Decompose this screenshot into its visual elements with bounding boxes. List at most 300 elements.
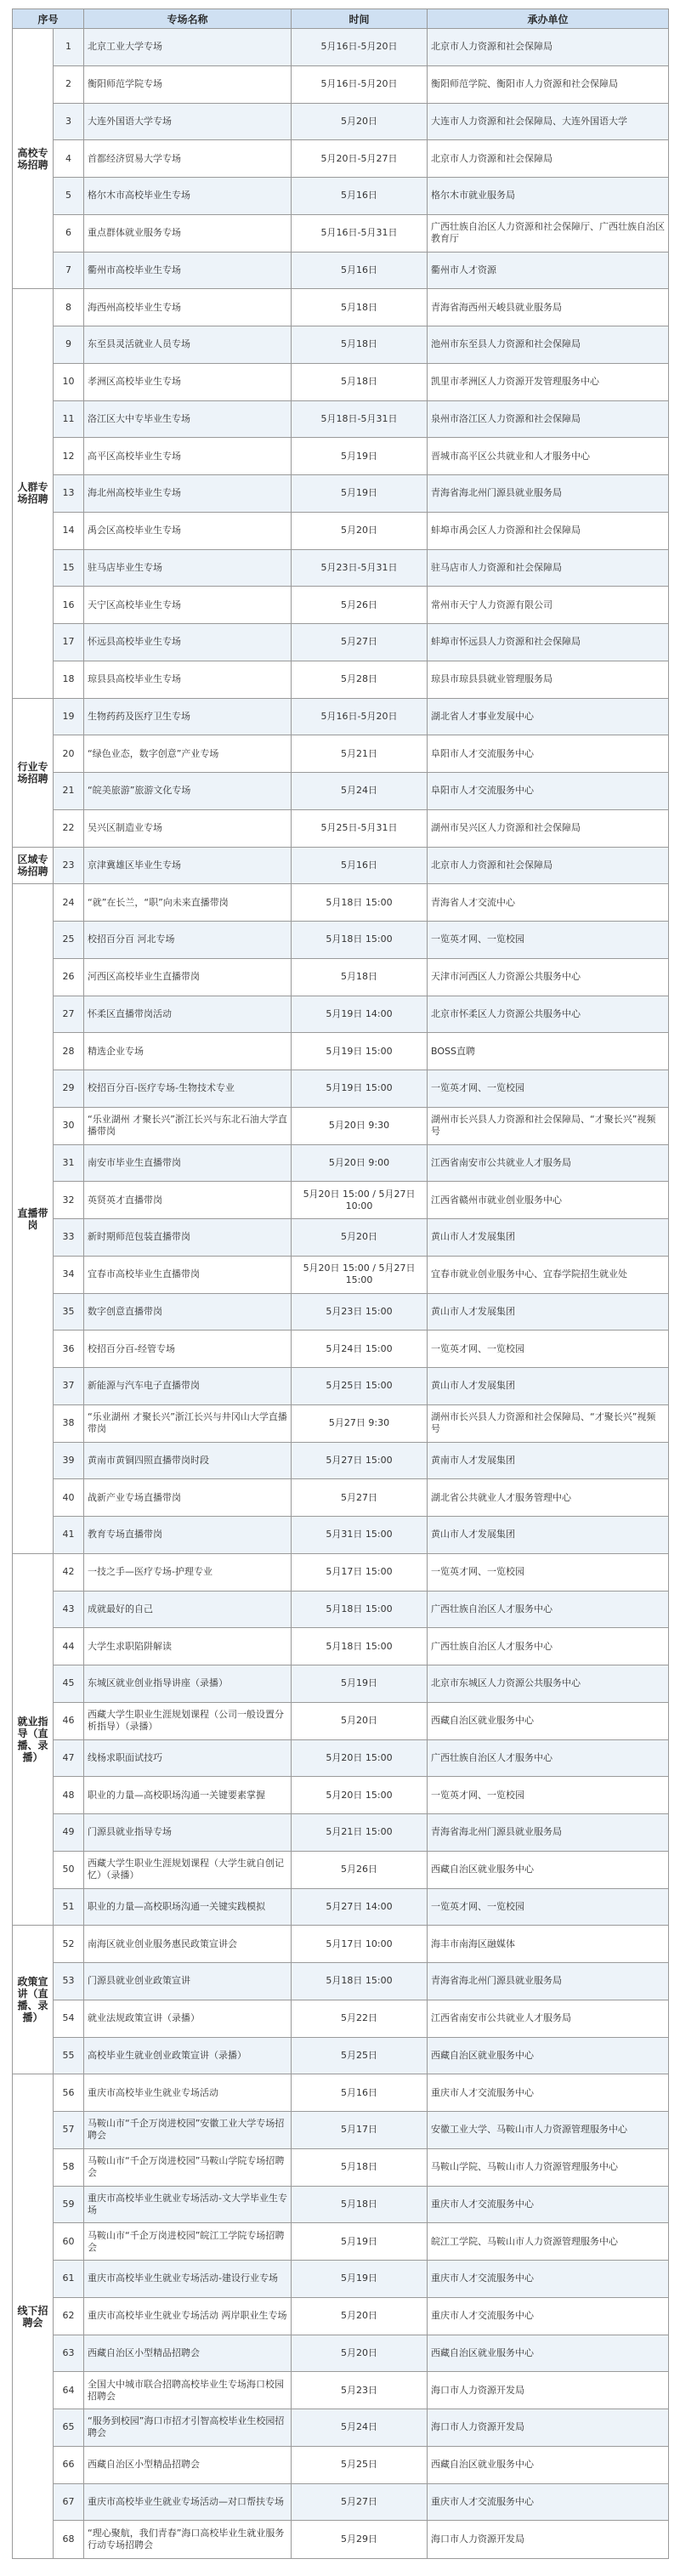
organizer: 西藏自治区就业服务中心 — [428, 1851, 669, 1888]
event-time: 5月29日 — [292, 2521, 428, 2559]
organizer: 青海省海北州门源县就业服务局 — [428, 1963, 669, 2000]
organizer: 黄山市人才发展集团 — [428, 1517, 669, 1554]
table-row — [13, 549, 669, 587]
table-row — [13, 809, 669, 847]
event-time: 5月25日 — [292, 2037, 428, 2074]
table-row — [13, 1033, 669, 1070]
event-name: 教育专场直播带岗 — [84, 1517, 292, 1554]
row-number: 43 — [54, 1591, 84, 1628]
event-name: 重庆市高校毕业生就业专场活动-建设行业专场 — [84, 2261, 292, 2298]
table-row — [13, 1777, 669, 1814]
event-name: 洛江区大中专毕业生专场 — [84, 400, 292, 438]
organizer: 北京市人力资源和社会保障局 — [428, 140, 669, 178]
organizer: 驻马店市人力资源和社会保障局 — [428, 549, 669, 587]
table-row — [13, 1888, 669, 1926]
table-row — [13, 2037, 669, 2074]
row-number: 57 — [54, 2112, 84, 2149]
organizer: 青海省海西州天峻县就业服务局 — [428, 289, 669, 326]
row-number: 37 — [54, 1368, 84, 1405]
table-row — [13, 2074, 669, 2112]
table-row — [13, 1517, 669, 1554]
organizer: 北京市人力资源和社会保障局 — [428, 29, 669, 66]
event-time: 5月17日 — [292, 2112, 428, 2149]
organizer: 重庆市人才交流服务中心 — [428, 2261, 669, 2298]
table-row — [13, 1851, 669, 1888]
event-name: 大连外国语大学专场 — [84, 103, 292, 140]
table-row — [13, 1665, 669, 1703]
event-name: 全国大中城市联合招聘高校毕业生专场海口校园招聘会 — [84, 2372, 292, 2409]
table-row — [13, 2297, 669, 2335]
organizer: 广西壮族自治区人才服务中心 — [428, 1591, 669, 1628]
organizer: 江西省南安市公共就业人才服务局 — [428, 1144, 669, 1182]
table-row — [13, 1368, 669, 1405]
row-number: 3 — [54, 103, 84, 140]
event-time: 5月18日 — [292, 2148, 428, 2186]
event-name: 怀柔区直播带岗活动 — [84, 996, 292, 1033]
event-time: 5月17日 15:00 — [292, 1553, 428, 1591]
header-organizer: 承办单位 — [428, 9, 669, 29]
event-time: 5月25日 15:00 — [292, 1368, 428, 1405]
table-row — [13, 252, 669, 289]
row-number: 6 — [54, 214, 84, 252]
table-row — [13, 1963, 669, 2000]
event-time: 5月16日 — [292, 847, 428, 884]
event-name: “皖美旅游”旅游文化专场 — [84, 773, 292, 810]
event-time: 5月19日 — [292, 475, 428, 513]
organizer: 格尔木市就业服务局 — [428, 178, 669, 215]
organizer: 西藏自治区就业服务中心 — [428, 1702, 669, 1739]
event-name: 衢州市高校毕业生专场 — [84, 252, 292, 289]
table-row — [13, 1182, 669, 1219]
event-time: 5月16日-5月20日 — [292, 698, 428, 735]
event-time: 5月26日 — [292, 587, 428, 624]
category-cell: 行业专场招聘 — [13, 698, 54, 847]
row-number: 34 — [54, 1256, 84, 1293]
organizer: 重庆市人才交流服务中心 — [428, 2074, 669, 2112]
organizer: 衢州市人才资源 — [428, 252, 669, 289]
row-number: 56 — [54, 2074, 84, 2112]
row-number: 31 — [54, 1144, 84, 1182]
header-time: 时间 — [292, 9, 428, 29]
organizer: 一览英才网、一览校园 — [428, 1070, 669, 1108]
row-number: 35 — [54, 1293, 84, 1331]
table-row — [13, 1107, 669, 1144]
row-number: 59 — [54, 2186, 84, 2223]
row-number: 65 — [54, 2409, 84, 2447]
row-number: 53 — [54, 1963, 84, 2000]
event-time: 5月20日 — [292, 2297, 428, 2335]
row-number: 55 — [54, 2037, 84, 2074]
table-row — [13, 2112, 669, 2149]
event-name: 天宁区高校毕业生专场 — [84, 587, 292, 624]
event-name: 孝洲区高校毕业生专场 — [84, 363, 292, 400]
event-time: 5月20日 15:00 — [292, 1739, 428, 1777]
row-number: 64 — [54, 2372, 84, 2409]
event-time: 5月31日 15:00 — [292, 1517, 428, 1554]
organizer: 北京市人力资源和社会保障局 — [428, 847, 669, 884]
event-time: 5月16日 — [292, 2074, 428, 2112]
schedule-table — [12, 9, 669, 2559]
row-number: 60 — [54, 2223, 84, 2261]
row-number: 45 — [54, 1665, 84, 1703]
event-time: 5月18日 15:00 — [292, 1963, 428, 2000]
event-name: 海北州高校毕业生专场 — [84, 475, 292, 513]
event-time: 5月20日 9:30 — [292, 1107, 428, 1144]
table-row — [13, 958, 669, 996]
event-time: 5月26日 — [292, 1851, 428, 1888]
event-name: 高平区高校毕业生专场 — [84, 438, 292, 475]
table-row — [13, 1591, 669, 1628]
row-number: 13 — [54, 475, 84, 513]
row-number: 62 — [54, 2297, 84, 2335]
organizer: 青海省人才交流中心 — [428, 884, 669, 922]
table-row — [13, 624, 669, 661]
event-time: 5月27日 — [292, 624, 428, 661]
row-number: 2 — [54, 65, 84, 103]
event-name: 校招百分百-经管专场 — [84, 1331, 292, 1368]
event-time: 5月18日 — [292, 289, 428, 326]
organizer: 泉州市洛江区人力资源和社会保障局 — [428, 400, 669, 438]
table-row — [13, 922, 669, 959]
row-number: 14 — [54, 512, 84, 549]
event-time: 5月25日-5月31日 — [292, 809, 428, 847]
table-row — [13, 512, 669, 549]
event-time: 5月24日 — [292, 2409, 428, 2447]
table-row — [13, 438, 669, 475]
event-time: 5月20日 15:00 — [292, 1777, 428, 1814]
event-time: 5月16日-5月31日 — [292, 214, 428, 252]
row-number: 18 — [54, 661, 84, 698]
event-name: 南安市毕业生直播带岗 — [84, 1144, 292, 1182]
event-name: 高校毕业生就业创业政策宣讲（录播） — [84, 2037, 292, 2074]
row-number: 15 — [54, 549, 84, 587]
event-time: 5月18日 15:00 — [292, 1591, 428, 1628]
organizer: 江西省南安市公共就业人才服务局 — [428, 2000, 669, 2037]
table-row — [13, 1293, 669, 1331]
event-name: 马鞍山市“千企万岗进校园”皖江工学院专场招聘会 — [84, 2223, 292, 2261]
event-name: 新能源与汽车电子直播带岗 — [84, 1368, 292, 1405]
table-row — [13, 1628, 669, 1665]
table-row — [13, 661, 669, 698]
event-name: 精选企业专场 — [84, 1033, 292, 1070]
organizer: 重庆市人才交流服务中心 — [428, 2483, 669, 2521]
organizer: 湖北省公共就业人才服务管理中心 — [428, 1479, 669, 1517]
organizer: 青海省海北州门源县就业服务局 — [428, 475, 669, 513]
row-number: 12 — [54, 438, 84, 475]
event-name: “乐业湖州 才聚长兴”浙江长兴与东北石油大学直播带岗 — [84, 1107, 292, 1144]
organizer: 江西省赣州市就业创业服务中心 — [428, 1182, 669, 1219]
event-name: 门源县就业创业政策宣讲 — [84, 1963, 292, 2000]
event-time: 5月24日 — [292, 773, 428, 810]
event-name: 一技之手—医疗专场-护理专业 — [84, 1553, 292, 1591]
event-name: “绿色业态，数字创意”产业专场 — [84, 735, 292, 773]
row-number: 58 — [54, 2148, 84, 2186]
row-number: 63 — [54, 2335, 84, 2372]
row-number: 40 — [54, 1479, 84, 1517]
event-name: 职业的力量—高校职场沟通一关键实践模拟 — [84, 1888, 292, 1926]
row-number: 50 — [54, 1851, 84, 1888]
row-number: 54 — [54, 2000, 84, 2037]
table-row — [13, 1553, 669, 1591]
event-name: 重点群体就业服务专场 — [84, 214, 292, 252]
organizer: 海丰市南海区融媒体 — [428, 1926, 669, 1963]
event-time: 5月24日 15:00 — [292, 1331, 428, 1368]
row-number: 24 — [54, 884, 84, 922]
event-time: 5月19日 — [292, 2261, 428, 2298]
table-row — [13, 698, 669, 735]
header-number: 序号 — [13, 9, 84, 29]
event-name: 驻马店毕业生专场 — [84, 549, 292, 587]
event-name: “就”在长兰，“职”向未来直播带岗 — [84, 884, 292, 922]
row-number: 51 — [54, 1888, 84, 1926]
event-name: 重庆市高校毕业生就业专场活动 两岸职业生专场 — [84, 2297, 292, 2335]
organizer: 海口市人力资源开发局 — [428, 2409, 669, 2447]
row-number: 19 — [54, 698, 84, 735]
table-row — [13, 289, 669, 326]
row-number: 23 — [54, 847, 84, 884]
event-name: “服务到校园”海口市招才引智高校毕业生校园招聘会 — [84, 2409, 292, 2447]
event-time: 5月28日 — [292, 661, 428, 698]
event-time: 5月19日 15:00 — [292, 1070, 428, 1108]
event-name: 线杨求职面试技巧 — [84, 1739, 292, 1777]
organizer: 一览英才网、一览校园 — [428, 1553, 669, 1591]
table-row — [13, 2483, 669, 2521]
event-name: 西藏大学生职业生涯规划课程（大学生就自创记忆）（录播） — [84, 1851, 292, 1888]
row-number: 20 — [54, 735, 84, 773]
event-name: 衡阳师范学院专场 — [84, 65, 292, 103]
event-name: 校招百分百 河北专场 — [84, 922, 292, 959]
event-time: 5月23日 15:00 — [292, 1293, 428, 1331]
event-time: 5月20日 — [292, 1219, 428, 1257]
row-number: 67 — [54, 2483, 84, 2521]
event-time: 5月18日 — [292, 363, 428, 400]
row-number: 52 — [54, 1926, 84, 1963]
organizer: 阜阳市人才交流服务中心 — [428, 773, 669, 810]
table-row — [13, 1070, 669, 1108]
event-time: 5月18日 — [292, 2186, 428, 2223]
event-time: 5月19日 14:00 — [292, 996, 428, 1033]
organizer: 西藏自治区就业服务中心 — [428, 2446, 669, 2483]
organizer: 湖州市长兴县人力资源和社会保障局、“才聚长兴”视频号 — [428, 1404, 669, 1442]
event-name: 东城区就业创业指导讲座（录播） — [84, 1665, 292, 1703]
table-row — [13, 2409, 669, 2447]
table-row — [13, 2372, 669, 2409]
event-name: 重庆市高校毕业生就业专场活动 — [84, 2074, 292, 2112]
organizer: 广西壮族自治区人才服务中心 — [428, 1739, 669, 1777]
event-time: 5月18日 15:00 — [292, 1628, 428, 1665]
table-row — [13, 1219, 669, 1257]
table-row — [13, 29, 669, 66]
organizer: 蚌埠市禹会区人力资源和社会保障局 — [428, 512, 669, 549]
organizer: 湖州市长兴县人力资源和社会保障局、“才聚长兴”视频号 — [428, 1107, 669, 1144]
event-time: 5月20日 — [292, 103, 428, 140]
schedule-table-wrapper — [12, 9, 668, 2559]
row-number: 36 — [54, 1331, 84, 1368]
row-number: 42 — [54, 1553, 84, 1591]
table-row — [13, 773, 669, 810]
table-row — [13, 65, 669, 103]
organizer: 黄南市人才发展集团 — [428, 1442, 669, 1479]
event-time: 5月18日 15:00 — [292, 884, 428, 922]
table-row — [13, 1442, 669, 1479]
category-cell: 高校专场招聘 — [13, 29, 54, 289]
category-cell: 区域专场招聘 — [13, 847, 54, 884]
row-number: 44 — [54, 1628, 84, 1665]
row-number: 25 — [54, 922, 84, 959]
organizer: 一览英才网、一览校园 — [428, 1888, 669, 1926]
table-row — [13, 178, 669, 215]
event-time: 5月19日 — [292, 2223, 428, 2261]
event-time: 5月20日-5月27日 — [292, 140, 428, 178]
row-number: 61 — [54, 2261, 84, 2298]
table-row — [13, 400, 669, 438]
table-row — [13, 2521, 669, 2559]
event-name: 海西州高校毕业生专场 — [84, 289, 292, 326]
table-row — [13, 363, 669, 400]
table-row — [13, 1702, 669, 1739]
row-number: 7 — [54, 252, 84, 289]
event-name: 职业的力量—高校职场沟通一关键要素掌握 — [84, 1777, 292, 1814]
table-row — [13, 996, 669, 1033]
organizer: 池州市东至县人力资源和社会保障局 — [428, 326, 669, 364]
organizer: 西藏自治区就业服务中心 — [428, 2335, 669, 2372]
organizer: 北京市东城区人力资源公共服务中心 — [428, 1665, 669, 1703]
organizer: 海口市人力资源开发局 — [428, 2521, 669, 2559]
organizer: 一览英才网、一览校园 — [428, 1777, 669, 1814]
event-name: 马鞍山市“千企万岗进校园”马鞍山学院专场招聘会 — [84, 2148, 292, 2186]
event-name: 禹会区高校毕业生专场 — [84, 512, 292, 549]
organizer: 一览英才网、一览校园 — [428, 922, 669, 959]
organizer: 重庆市人才交流服务中心 — [428, 2297, 669, 2335]
row-number: 39 — [54, 1442, 84, 1479]
event-time: 5月17日 10:00 — [292, 1926, 428, 1963]
row-number: 10 — [54, 363, 84, 400]
event-time: 5月20日 — [292, 2335, 428, 2372]
event-time: 5月19日 15:00 — [292, 1033, 428, 1070]
organizer: 湖州市吴兴区人力资源和社会保障局 — [428, 809, 669, 847]
category-cell: 政策宣讲（直播、录播） — [13, 1926, 54, 2074]
event-time: 5月16日-5月20日 — [292, 65, 428, 103]
event-name: 东至县灵活就业人员专场 — [84, 326, 292, 364]
organizer: 湖北省人才事业发展中心 — [428, 698, 669, 735]
event-name: 西藏自治区小型精品招聘会 — [84, 2446, 292, 2483]
row-number: 5 — [54, 178, 84, 215]
event-name: 成就最好的自己 — [84, 1591, 292, 1628]
table-row — [13, 735, 669, 773]
event-name: 数字创意直播带岗 — [84, 1293, 292, 1331]
event-time: 5月16日 — [292, 178, 428, 215]
event-name: 英贤英才直播带岗 — [84, 1182, 292, 1219]
row-number: 68 — [54, 2521, 84, 2559]
event-name: 新时期师范包装直播带岗 — [84, 1219, 292, 1257]
organizer: 阜阳市人才交流服务中心 — [428, 735, 669, 773]
event-time: 5月16日-5月20日 — [292, 29, 428, 66]
event-time: 5月22日 — [292, 2000, 428, 2037]
category-cell: 直播带岗 — [13, 884, 54, 1554]
category-cell: 线下招聘会 — [13, 2074, 54, 2559]
event-name: 黄南市黄铜四照直播带岗时段 — [84, 1442, 292, 1479]
organizer: 蚌埠市怀远县人力资源和社会保障局 — [428, 624, 669, 661]
table-row — [13, 1814, 669, 1852]
organizer: 广西壮族自治区人才服务中心 — [428, 1628, 669, 1665]
row-number: 28 — [54, 1033, 84, 1070]
table-row — [13, 2186, 669, 2223]
row-number: 32 — [54, 1182, 84, 1219]
organizer: 广西壮族自治区人力资源和社会保障厅、广西壮族自治区教育厅 — [428, 214, 669, 252]
event-time: 5月18日 — [292, 958, 428, 996]
schedule-body — [13, 29, 669, 2559]
event-name: 大学生求职陷阱解读 — [84, 1628, 292, 1665]
organizer: 常州市天宁人力资源有限公司 — [428, 587, 669, 624]
table-row — [13, 2000, 669, 2037]
event-name: “理心聚航，我们青春”海口高校毕业生就业服务行动专场招聘会 — [84, 2521, 292, 2559]
table-row — [13, 103, 669, 140]
event-name: 重庆市高校毕业生就业专场活动-文大学毕业生专场 — [84, 2186, 292, 2223]
event-time: 5月25日 — [292, 2446, 428, 2483]
organizer: 青海省海北州门源县就业服务局 — [428, 1814, 669, 1852]
event-name: 京津冀雄区毕业生专场 — [84, 847, 292, 884]
row-number: 1 — [54, 29, 84, 66]
table-row — [13, 1926, 669, 1963]
table-row — [13, 847, 669, 884]
event-time: 5月23日-5月31日 — [292, 549, 428, 587]
event-name: 战新产业专场直播带岗 — [84, 1479, 292, 1517]
organizer: 北京市怀柔区人力资源公共服务中心 — [428, 996, 669, 1033]
organizer: 晋城市高平区公共就业和人才服务中心 — [428, 438, 669, 475]
row-number: 22 — [54, 809, 84, 847]
table-row — [13, 587, 669, 624]
table-row — [13, 884, 669, 922]
event-time: 5月20日 — [292, 512, 428, 549]
event-time: 5月27日 14:00 — [292, 1888, 428, 1926]
event-time: 5月18日-5月31日 — [292, 400, 428, 438]
event-name: “乐业湖州 才聚长兴”浙江长兴与井冈山大学直播带岗 — [84, 1404, 292, 1442]
event-name: 格尔木市高校毕业生专场 — [84, 178, 292, 215]
event-time: 5月21日 — [292, 735, 428, 773]
event-name: 宜春市高校毕业生直播带岗 — [84, 1256, 292, 1293]
event-name: 马鞍山市“千企万岗进校园”安徽工业大学专场招聘会 — [84, 2112, 292, 2149]
event-time: 5月19日 — [292, 438, 428, 475]
table-row — [13, 2335, 669, 2372]
table-row — [13, 2148, 669, 2186]
row-number: 49 — [54, 1814, 84, 1852]
row-number: 16 — [54, 587, 84, 624]
table-row — [13, 2223, 669, 2261]
event-name: 西藏自治区小型精品招聘会 — [84, 2335, 292, 2372]
event-time: 5月27日 9:30 — [292, 1404, 428, 1442]
event-name: 怀远县高校毕业生专场 — [84, 624, 292, 661]
header-event-name: 专场名称 — [84, 9, 292, 29]
event-name: 西藏大学生职业生涯规划课程（公司一般设置分析指导）（录播） — [84, 1702, 292, 1739]
event-time: 5月20日 15:00 / 5月27日 15:00 — [292, 1256, 428, 1293]
row-number: 26 — [54, 958, 84, 996]
event-name: 河西区高校毕业生直播带岗 — [84, 958, 292, 996]
table-row — [13, 1739, 669, 1777]
table-row — [13, 1144, 669, 1182]
organizer: 西藏自治区就业服务中心 — [428, 2037, 669, 2074]
organizer: 重庆市人才交流服务中心 — [428, 2186, 669, 2223]
table-row — [13, 1404, 669, 1442]
organizer: 黄山市人才发展集团 — [428, 1219, 669, 1257]
row-number: 33 — [54, 1219, 84, 1257]
table-row — [13, 140, 669, 178]
event-time: 5月21日 15:00 — [292, 1814, 428, 1852]
event-name: 吴兴区制造业专场 — [84, 809, 292, 847]
row-number: 30 — [54, 1107, 84, 1144]
organizer: 宜春市就业创业服务中心、宜春学院招生就业处 — [428, 1256, 669, 1293]
event-time: 5月20日 15:00 / 5月27日 10:00 — [292, 1182, 428, 1219]
row-number: 8 — [54, 289, 84, 326]
